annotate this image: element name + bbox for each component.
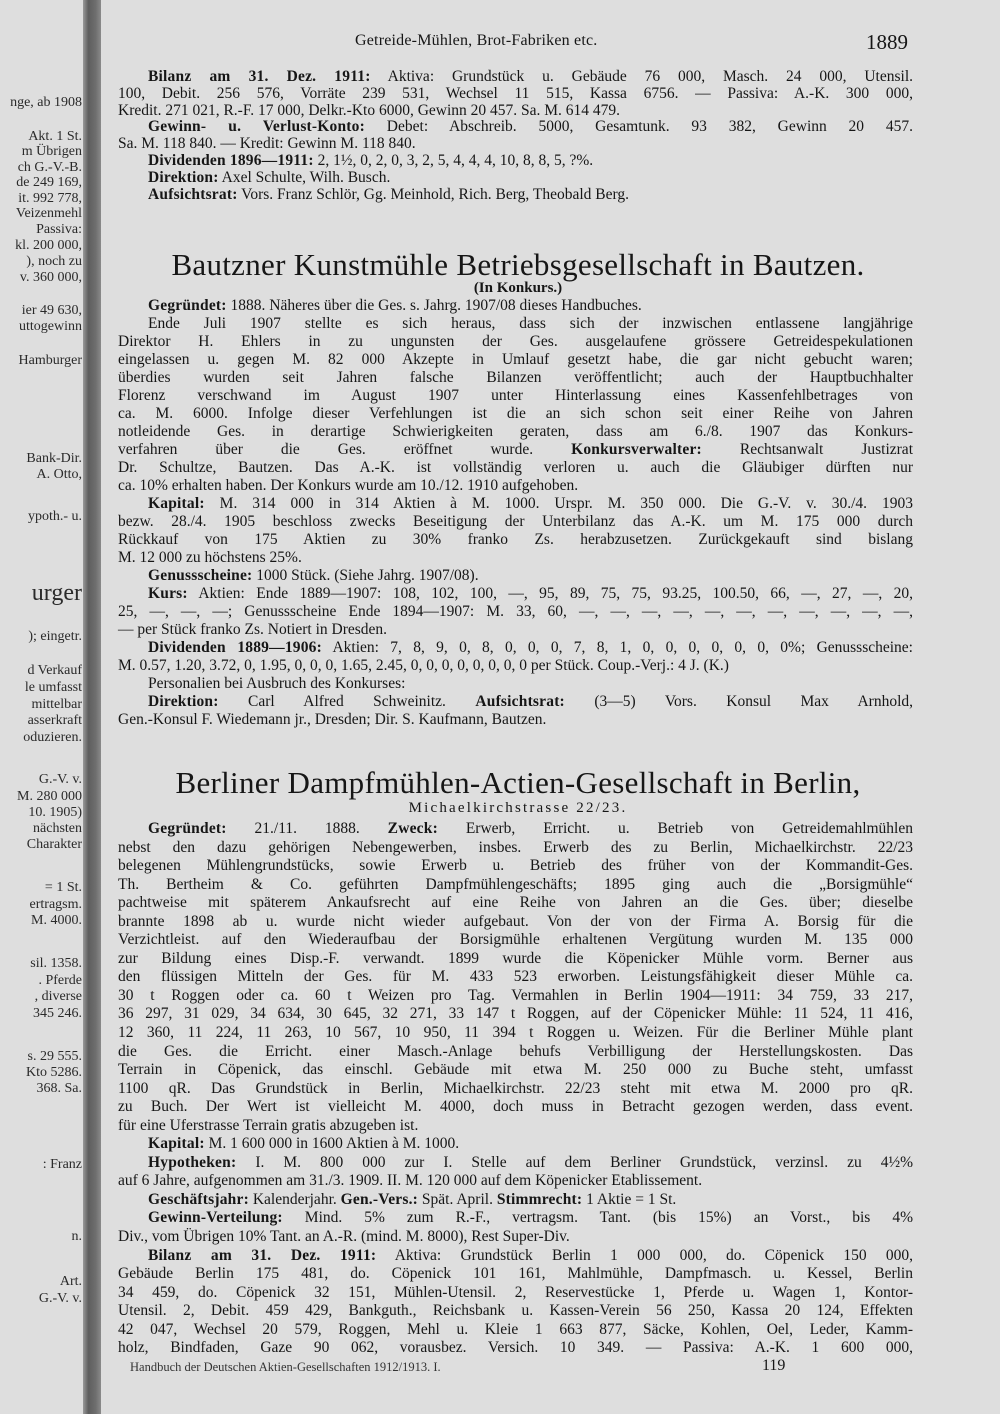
margin-fragment: Art.	[59, 1274, 82, 1289]
text-line	[118, 513, 913, 531]
text-line	[118, 1043, 913, 1062]
margin-fragment: ), noch zu	[26, 254, 82, 269]
text-line	[118, 297, 913, 315]
paragraph	[118, 495, 913, 567]
margin-fragment: 10. 1905)	[28, 805, 82, 820]
text-line	[118, 1339, 913, 1358]
text-line	[118, 913, 913, 932]
text-line	[118, 333, 913, 351]
field-text: verfahren über die Ges. eröffnet wurde.	[118, 441, 572, 458]
field-label: Stimmrecht:	[496, 1190, 583, 1208]
field-label: Direktion:	[148, 693, 219, 710]
company-address: Michaelkirchstrasse 22/23.	[408, 800, 628, 816]
text-line	[118, 603, 913, 621]
margin-fragment: ier 49 630,	[21, 303, 82, 318]
margin-fragment: oduzieren.	[23, 730, 82, 745]
margin-fragment: sil. 1358.	[30, 956, 82, 971]
field-text: nebst den dazu gehörigen Nebengewerben, insbes. Erwerb des zu Berlin, Michaelkirchstr. 22/23	[118, 838, 913, 856]
text-line	[118, 657, 913, 675]
paragraph	[118, 297, 913, 315]
field-label: Kapital:	[148, 1135, 205, 1153]
margin-fragment: it. 992 778,	[18, 191, 82, 206]
margin-fragment: de 249 169,	[16, 175, 82, 190]
field-text: M. 12 000 zu höchstens 25%.	[118, 549, 302, 566]
field-text: zu Buch. Der Wert ist vielleicht M. 4000, doch muss in Betracht gezogen werden, dass event.	[118, 1098, 913, 1116]
field-text: bezw. 28./4. 1905 beschloss zwecks Beseitigung der Unterbilanz das A.-K. um M. 175 000 durch	[118, 513, 913, 530]
text-line	[118, 1154, 913, 1173]
field-text: Axel Schulte, Wilh. Busch.	[218, 168, 391, 186]
field-label: Bilanz am 31. Dez. 1911:	[148, 68, 371, 85]
text-line	[118, 549, 913, 567]
margin-fragment: ertragsm.	[29, 897, 82, 912]
company-heading-berliner-dampfmuehlen: Berliner Dampfmühlen-Actien-Gesellschaft in Berlin,	[175, 765, 861, 800]
text-line	[118, 1228, 913, 1247]
field-text: 2, 1½, 0, 2, 0, 3, 2, 5, 4, 4, 4, 10, 8, 8, 5, ?%.	[313, 151, 594, 169]
margin-fragment: G.-V. v.	[38, 772, 82, 787]
text-line	[118, 820, 913, 839]
text-line	[118, 567, 913, 585]
margin-fragment: asserkraft	[27, 713, 82, 728]
margin-fragment: M. 280 000	[17, 789, 82, 804]
field-text: Debet: Abschreib. 5000, Gesamtunk. 93 382, Gewinn 20 457.	[365, 118, 913, 136]
text-line	[118, 1098, 913, 1117]
text-line	[118, 153, 913, 170]
previous-company-continuation	[118, 69, 913, 203]
field-text: 21./11. 1888.	[226, 820, 388, 837]
paragraph	[118, 1191, 913, 1210]
field-label: Zweck:	[387, 820, 438, 837]
field-text: 34 459, do. Cöpenick 32 151, Mühlen-Utensil. 2, Reservestücke 1, Pferde u. Wagen 1, Kontor-	[118, 1283, 913, 1301]
field-text: Aktiva: Grundstück Berlin 1 000 000, do. Cöpenick 150 000,	[376, 1246, 913, 1264]
text-line	[118, 495, 913, 513]
text-line	[118, 621, 913, 639]
field-label: Direktion:	[148, 168, 219, 186]
text-line	[118, 170, 913, 187]
text-line	[118, 1302, 913, 1321]
paragraph	[118, 153, 913, 170]
text-line	[118, 894, 913, 913]
margin-fragment: urger	[31, 580, 82, 606]
margin-fragment: s. 29 555.	[27, 1049, 82, 1064]
text-line	[118, 1024, 913, 1043]
text-line	[118, 711, 913, 729]
paragraph	[118, 69, 913, 119]
text-line	[118, 1080, 913, 1099]
field-text: — per Stück franko Zs. Notiert in Dresden.	[118, 621, 388, 638]
text-line	[118, 1005, 913, 1024]
field-text: Sa. M. 118 840. — Kredit: Gewinn M. 118 840.	[118, 135, 416, 153]
page-number: 1889	[866, 30, 908, 54]
text-line	[118, 987, 913, 1006]
field-label: Geschäftsjahr:	[148, 1190, 249, 1208]
field-text: pachtweise mit späterem Ankaufsrecht auf eine Reihe von Jahren an die Ges. über; dieselbe	[118, 894, 913, 912]
field-text: zur Bildung eines Disp.-F. verwandt. 1899 wurde die Köpenicker Mühle vorm. Berner aus	[118, 949, 913, 967]
company-heading-bautzen: Bautzner Kunstmühle Betriebsgesellschaft in Bautzen.	[171, 247, 865, 282]
text-line	[118, 1265, 913, 1284]
margin-fragment: : Franz	[42, 1157, 82, 1172]
field-text: überdies wurden seit Jahren falsche Bilanzen veröffentlicht; auch der Hauptbuchhalter	[118, 369, 913, 386]
text-line	[118, 1209, 913, 1228]
field-label: Hypotheken:	[148, 1153, 237, 1171]
field-label: Gen.-Vers.:	[340, 1190, 419, 1208]
field-text: 1888. Näheres über die Ges. s. Jahrg. 1907/08 dieses Handbuches.	[226, 297, 642, 314]
field-label: Aufsichtsrat:	[148, 185, 238, 203]
paragraph	[118, 1247, 913, 1358]
margin-fragment: Charakter	[26, 837, 82, 852]
text-line	[118, 950, 913, 969]
field-label: Gegründet:	[148, 820, 227, 837]
paragraph	[118, 119, 913, 153]
margin-fragment: Kto 5286.	[26, 1065, 82, 1080]
field-text: 36 297, 31 029, 34 634, 30 645, 32 271, 33 147 t Roggen, auf der Cöpenicker Mühle: 11 524, 11 416,	[118, 1005, 913, 1023]
field-text: belegenen Mühlengrundstücks, sowie Erwerb u. Betrieb des früher von der Kommandit-Ges.	[118, 857, 913, 875]
text-line	[118, 477, 913, 495]
text-line	[118, 931, 913, 950]
field-text: die Ges. die Erricht. einer Masch.-Anlage behufs Verbilligung der Herstellungskosten. Das	[118, 1042, 913, 1060]
text-line	[118, 423, 913, 441]
margin-fragment: Veizenmehl	[15, 206, 82, 221]
field-text: Personalien bei Ausbruch des Konkurses:	[148, 675, 406, 692]
text-line	[118, 136, 913, 153]
paragraph	[118, 1154, 913, 1191]
field-text: 1000 Stück. (Siehe Jahrg. 1907/08).	[252, 567, 479, 584]
field-text: Vors. Franz Schlör, Gg. Meinhold, Rich. Berg, Theobald Berg.	[237, 185, 630, 203]
field-text: 100, Debit. 256 576, Vorräte 239 531, Wechsel 11 515, Kassa 6756. — Passiva: A.-K. 300 000,	[118, 84, 913, 102]
field-text: ca. 10% erhalten haben. Der Konkurs wurde am 10./12. 1910 aufgehoben.	[118, 477, 579, 494]
field-text: 1 Aktie = 1 St.	[582, 1190, 677, 1208]
margin-fragment: = 1 St.	[44, 880, 82, 895]
margin-fragment: m Übrigen	[21, 144, 82, 159]
field-label: Kapital:	[148, 495, 205, 512]
company-entry-bautzen	[118, 297, 913, 729]
text-line	[118, 1247, 913, 1266]
paragraph	[118, 1209, 913, 1246]
field-text: Th. Bertheim & Co. geführten Dampfmühlengeschäfts; 1895 ging auch die „Borsigmühle“	[118, 875, 913, 893]
field-text: I. M. 800 000 zur I. Stelle auf dem Berliner Grundstück, verzinsl. zu 4½%	[236, 1153, 913, 1171]
text-line	[118, 103, 913, 120]
paragraph	[118, 170, 913, 187]
text-line	[118, 1172, 913, 1191]
footer-signature: 119	[762, 1357, 786, 1374]
text-line	[118, 1284, 913, 1303]
field-text: Aktien: 7, 8, 9, 0, 8, 0, 0, 0, 7, 8, 1, 0, 0, 0, 0, 0, 0, 0%; Genussscheine:	[321, 639, 913, 656]
field-text: holz, Bindfaden, Gaze 90 062, vorausbez. Versich. 10 349. — Passiva: A.-K. 1 600 000,	[118, 1339, 913, 1357]
company-entry-berliner-dampfmuehlen	[118, 820, 913, 1358]
paragraph	[118, 567, 913, 585]
field-label: Genussscheine:	[148, 567, 253, 584]
field-text: Direktor H. Ehlers in zu ungunsten der Ges. ausgelaufene grössere Getreidespekulationen	[118, 333, 913, 350]
field-text: M. 1 600 000 in 1600 Aktien à M. 1000.	[204, 1135, 460, 1153]
paragraph	[118, 639, 913, 675]
text-line	[118, 876, 913, 895]
field-text: notleidende Ges. in derartige Schwierigkeiten geraten, dass am 6./8. 1907 das Konkurs-	[118, 423, 913, 440]
field-text: Dr. Schultze, Bautzen. Das A.-K. ist vollständig verloren u. auch die Gläubiger dürften nur	[118, 459, 913, 476]
footer-source-line: Handbuch der Deutschen Aktien-Gesellschaften 1912/1913. I.	[130, 1360, 441, 1374]
paragraph	[118, 585, 913, 639]
text-line	[118, 585, 913, 603]
field-text: 30 t Roggen oder ca. 60 t Weizen pro Tag. Vermahlen in Berlin 1904—1911: 34 759, 33 217,	[118, 986, 913, 1004]
paragraph	[118, 187, 913, 204]
text-line	[118, 1117, 913, 1136]
text-line	[118, 1135, 913, 1154]
text-line	[118, 1321, 913, 1340]
margin-fragment: Akt. 1 St.	[28, 129, 82, 144]
margin-fragment: n.	[71, 1229, 82, 1244]
text-line	[118, 857, 913, 876]
margin-fragment: A. Otto,	[36, 467, 82, 482]
field-text: Gen.-Konsul F. Wiedemann jr., Dresden; Dir. S. Kaufmann, Bautzen.	[118, 711, 547, 728]
field-text: Kalenderjahr.	[248, 1190, 341, 1208]
field-text: 25, —, —, —; Genussscheine Ende 1894—1907: M. 33, 60, —, —, —, —, —, —, —, —, —, —, —,	[118, 603, 913, 620]
field-text: Kredit. 271 021, R.-F. 17 000, Delkr.-Kto 6000, Gewinn 20 457. Sa. M. 614 479.	[118, 101, 621, 119]
margin-fragment: nge, ab 1908	[10, 95, 82, 110]
field-text: den flüssigen Mitteln der Ges. für M. 433 523 erworben. Leistungsfähigkeit dieser Mühle ca.	[118, 968, 913, 986]
text-line	[118, 86, 913, 103]
field-label: Gewinn-Verteilung:	[148, 1209, 283, 1227]
field-text: Florenz verschwand im August 1907 unter Hinterlassung eines Kassenfehlbetrages von	[118, 387, 913, 404]
paragraph	[118, 675, 913, 693]
text-line	[118, 315, 913, 333]
margin-fragment: Hamburger	[18, 353, 82, 368]
margin-fragment: le umfasst	[24, 680, 82, 695]
field-text: Div., vom Übrigen 10% Tant. an A.-R. (mind. M. 8000), Rest Super-Div.	[118, 1228, 570, 1246]
margin-fragment: kl. 200 000,	[15, 238, 82, 253]
company-status-konkurs: (In Konkurs.)	[473, 280, 563, 296]
margin-fragment: . Pferde	[38, 973, 82, 988]
paragraph	[118, 1135, 913, 1154]
field-text: Utensil. 2, Debit. 459 429, Bankguth., Reichsbank u. Kassen-Verein 56 250, Kassa 20 124, Effekten	[118, 1302, 913, 1320]
field-label: Dividenden 1889—1906:	[148, 639, 322, 656]
field-text: Ende Juli 1907 stellte es sich heraus, dass sich der inzwischen entlassene langjährige	[148, 315, 913, 332]
field-text: M. 314 000 in 314 Aktien à M. 1000. Urspr. M. 350 000. Die G.-V. v. 30./4. 1903	[204, 495, 913, 512]
text-line	[118, 639, 913, 657]
text-line	[118, 351, 913, 369]
margin-fragment: ypoth.- u.	[27, 509, 82, 524]
field-text: Terrain in Cöpenick, das einschl. Gebäude mit etwa M. 250 000 zu Buche steht, umfasst	[118, 1061, 913, 1079]
field-text: 42 047, Wechsel 20 579, Roggen, Mehl u. Kleie 1 663 877, Säcke, Kohlen, Oel, Leder, Kamm-	[118, 1320, 913, 1338]
field-text: Carl Alfred Schweinitz.	[218, 693, 476, 710]
field-label: Gewinn- u. Verlust-Konto:	[148, 118, 365, 136]
field-text: Mind. 5% zum R.-F., vertragsm. Tant. (bis 15%) an Vorst., bis 4%	[282, 1209, 913, 1227]
running-title: Getreide-Mühlen, Brot-Fabriken etc.	[355, 32, 598, 49]
field-label: Kurs:	[148, 585, 188, 602]
text-line	[118, 531, 913, 549]
text-line	[118, 69, 913, 86]
text-line	[118, 459, 913, 477]
paragraph	[118, 315, 913, 495]
text-line	[118, 369, 913, 387]
margin-fragment: uttogewinn	[19, 319, 82, 334]
margin-fragment: Bank-Dir.	[26, 451, 82, 466]
margin-fragment: ); eingetr.	[28, 629, 82, 644]
text-line	[118, 1191, 913, 1210]
margin-fragment: mittelbar	[31, 697, 82, 712]
text-line	[118, 441, 913, 459]
margin-fragment: , diverse	[34, 989, 82, 1004]
text-line	[118, 187, 913, 204]
margin-fragment: v. 360 000,	[19, 270, 82, 285]
text-line	[118, 405, 913, 423]
field-text: für eine Uferstrasse Terrain gratis abzugeben ist.	[118, 1116, 419, 1134]
facing-page-margin	[0, 0, 82, 1414]
field-label: Aufsichtsrat:	[475, 693, 565, 710]
field-label: Gegründet:	[148, 297, 227, 314]
field-text: (3—5) Vors. Konsul Max Arnhold,	[564, 693, 913, 710]
margin-fragment: nächsten	[33, 821, 82, 836]
text-line	[118, 119, 913, 136]
field-text: Spät. April.	[418, 1190, 497, 1208]
margin-fragment: 368. Sa.	[36, 1081, 82, 1096]
text-line	[118, 387, 913, 405]
text-line	[118, 1061, 913, 1080]
field-text: M. 0.57, 1.20, 3.72, 0, 1.95, 0, 0, 0, 1.65, 2.45, 0, 0, 0, 0, 0, 0, 0, 0 per Stück. Coup.-Verj.: 4 J. (K.)	[118, 657, 729, 674]
field-text: Gebäude Berlin 175 481, do. Cöpenick 101 161, Mahlmühle, Dampfmasch. u. Kessel, Berlin	[118, 1265, 913, 1283]
book-gutter	[83, 0, 101, 1414]
margin-fragment: ch G.-V.-B.	[17, 160, 82, 175]
field-label: Dividenden 1896—1911:	[148, 151, 314, 169]
text-line	[118, 693, 913, 711]
field-text: Aktiva: Grundstück u. Gebäude 76 000, Masch. 24 000, Utensil.	[370, 68, 913, 85]
margin-fragment: G.-V. v.	[38, 1291, 82, 1306]
field-text: 12 360, 11 224, 11 263, 10 567, 10 950, 11 394 t Roggen u. Weizen. Für die Berliner Mühle plant	[118, 1024, 913, 1042]
paragraph	[118, 693, 913, 729]
margin-fragment: Passiva:	[36, 222, 82, 237]
field-text: Verzichtleist. auf den Wiederaufbau der Borsigmühle erhaltenen Vergütung wurden M. 135 000	[118, 931, 913, 949]
field-label: Bilanz am 31. Dez. 1911:	[148, 1246, 377, 1264]
paragraph	[118, 820, 913, 1135]
field-text: eingelassen u. gegen M. 82 000 Akzepte in Umlauf gesetzt habe, die gar nicht gebucht waren;	[118, 351, 913, 368]
text-line	[118, 968, 913, 987]
text-line	[118, 675, 913, 693]
field-text: Aktien: Ende 1889—1907: 108, 102, 100, —, 95, 89, 75, 75, 93.25, 100.50, 66, —, 27, —, 20,	[187, 585, 913, 602]
field-text: Erwerb, Erricht. u. Betrieb von Getreidemahlmühlen	[437, 820, 913, 837]
field-text: Rückkauf von 175 Aktien zu 30% franko Zs. herabzusetzen. Zurückgekauft sind bislang	[118, 531, 913, 548]
field-label: Konkursverwalter:	[571, 441, 702, 458]
margin-fragment: 345 246.	[33, 1006, 82, 1021]
text-line	[118, 839, 913, 858]
field-text: brannte 1898 ab u. wurde nicht wieder aufgebaut. Von der von der Firma A. Borsig für die	[118, 912, 913, 930]
field-text: ca. M. 6000. Infolge dieser Verfehlungen ist die an sich schon seit einer Reihe von Jahren	[118, 405, 913, 422]
margin-fragment: d Verkauf	[27, 663, 82, 678]
field-text: 1100 qR. Das Grundstück in Berlin, Michaelkirchstr. 22/23 steht mit etwa M. 2000 pro qR.	[118, 1079, 913, 1097]
field-text: Rechtsanwalt Justizrat	[701, 441, 913, 458]
margin-fragment: M. 4000.	[31, 913, 82, 928]
field-text: auf 6 Jahre, aufgenommen am 31./3. 1909. II. M. 120 000 auf dem Köpenicker Etablissement.	[118, 1172, 703, 1190]
